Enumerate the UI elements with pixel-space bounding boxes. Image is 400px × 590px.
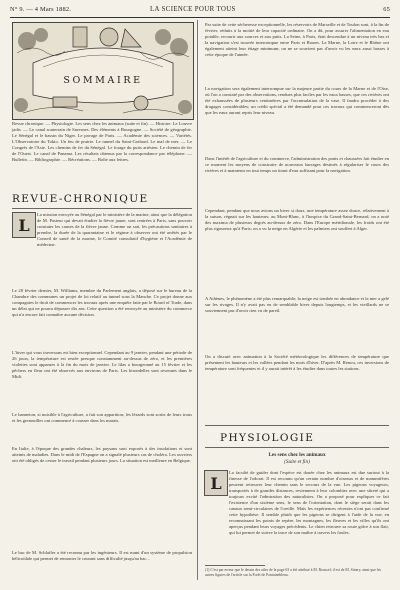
right-paragraph-3: Dans l'intérêt de l'agriculture et du commerce, l'administration des ponts et chaussées fait étudier en ce moment les moyens de construire de nouveaux barrages destinés à régulariser le cours des rivières et à maintenir en tout temps un tirant d'eau suffisant pour la navigation. bbox=[205, 156, 389, 173]
footnote: (1) C'est par erreur que le dessin des ailes de la page 63 a été attribué à M. Roussel; il est de M. Sinery, ainsi que les autres figures de l'article sur la Forêt de Fontainebleau. bbox=[205, 568, 381, 577]
sommaire-title: SOMMAIRE bbox=[63, 75, 143, 86]
revue-paragraph-6: Le bac de M. Schlaffer a été reconnu par les ingénieurs. Il est muni d'un système de propulsion hélicoïdale qui permet de remonter le courant sans difficulté jusqu'au bac... bbox=[12, 550, 192, 561]
physiologie-rule-bottom bbox=[205, 447, 389, 449]
dropcap-physiologie: L bbox=[204, 470, 228, 496]
right-paragraph-4: Cependant, pendant que nous avions un hiver si doux, une température assez douce, relativement à la saison, régnait sur les hauteurs; au Mont-Blanc, à l'hospice du Grand-Saint-Bernard, on a noté des maxima de plusieurs degrés au-dessus de zéro. Dans l'Europe méridionale, les froids ont été plus rigoureux qu'à Paris; on a vu la neige en Algérie et les palmiers ont souffert à Alger. bbox=[205, 208, 389, 231]
physiologie-subtitle: Les sens chez les animaux bbox=[268, 452, 326, 458]
right-paragraph-5: A Athènes, le phénomène a été plus remarquable; la neige est tombée en abondance et la mer a gelé sur les rivages. Il n'y avait pas eu de semblable hiver depuis longtemps, et les vieillards ne se souviennent pas d'avoir rien vu de pareil. bbox=[205, 296, 389, 313]
physiologie-text: La faculté de guider dont l'espèce est douée chez les animaux est due surtout à la finesse de l'odorat. Il est reconnu qu'un certain nombre d'oiseaux et de mammifères peuvent retrouver leur chemin sans le secours de la vue. Les pigeons voyageurs, transportés à de grandes distances, reviennent à leur colombier avec une sûreté qui a toujours excité l'admiration des naturalistes. On a proposé pour expliquer ce fait l'existence d'un sixième sens, le sens de l'orientation, dont le siège serait dans les canaux semi-circulaires de l'oreille. Mais les expériences récentes n'ont pas confirmé cette hypothèse. Il semble plutôt que les pigeons se dirigent à l'aide de la vue, en reconnaissant les points de repère, les montagnes, les fleuves et les villes qu'ils ont aperçus pendant leurs voyages précédents. Le chien retrouve sa route grâce à son flair, qui lui permet de suivre la trace de son maître à travers les foules. bbox=[229, 470, 389, 535]
physiologie-heading: PHYSIOLOGIE bbox=[220, 432, 315, 444]
issue-number: N° 9. — 4 Mars 1882. bbox=[10, 6, 72, 13]
header-rule bbox=[10, 17, 390, 18]
journal-title: LA SCIENCE POUR TOUS bbox=[150, 6, 236, 13]
revue-paragraph-4: Le hanneton, si nuisible à l'agriculture, a fait son apparition; les lézards sont sortis de leurs trous et les grenouilles ont commencé à coasser dans les marais. bbox=[12, 412, 192, 423]
page-number: 65 bbox=[383, 6, 390, 13]
sommaire-illustration bbox=[12, 22, 194, 120]
right-paragraph-6: On a discuté avec animation à la Société météorologique les différences de température que présentent les hauteurs et les vallées pendant les mois d'hiver. D'après M. Renou, ces inversions de température sont fréquentes et il y aurait intérêt à les étudier dans toutes les stations. bbox=[205, 354, 389, 371]
right-paragraph-2: La navigation sera également interrompue sur la majeure partie du cours de la Marne et de l'Oise, où l'on a constaté par des observations, rendues plus faciles par les eaux basses, que ces rivières ont été exhaussées de plusieurs centimètres par l'accumulation de la vase. Il faudra procéder à des dragages considérables; un crédit spécial a été demandé pour ces travaux qui commenceront dès que les eaux auront repris leur niveau. bbox=[205, 86, 389, 115]
right-paragraph-1: Par suite de cette sécheresse exceptionnelle, les réservoirs de Marseille et de Toulon sont, à la fin de février, réduits à la moitié de leur capacité ordinaire. On a dû, pour assurer l'alimentation en eau potable, recourir aux sources et aux puits. La Seine, à Paris, était descendue à un niveau très bas et la navigation s'est trouvée interrompue entre Paris et Rouen. La Marne, la Loire et le Rhône ont également atteint leur étiage minimum; on ne se souvient pas d'avoir vu les eaux aussi basses à cette époque de l'année. bbox=[205, 22, 389, 57]
ornament-illustration-icon bbox=[13, 23, 193, 119]
revue-paragraph-2: Le 28 février dernier, M. Williams, membre du Parlement anglais, a déposé sur le bureau de la Chambre des communes un projet de loi relatif au tunnel sous la Manche. Ce projet donne aux compagnies le droit de commencer les travaux après une enquête faite par le Board of Trade, dans un délai qui ne pourra dépasser dix ans. Cette question a été renvoyée au ministère du commerce qui n'a encore fait connaître aucune décision. bbox=[12, 288, 192, 317]
revue-paragraph-5: En Italie, à l'époque des grandes chaleurs, les paysans sont exposés à des insolations et sont atteints de maladies. Dans le midi de l'Espagne on a signalé plusieurs cas de choléra. Les ouvriers ont été obligés de cesser le travail pendant plusieurs jours. La situation est meilleure en Belgique. bbox=[12, 446, 192, 463]
heading-divider bbox=[12, 208, 192, 210]
footnote-rule bbox=[205, 565, 265, 566]
physiologie-subtitle-suite: (Suite et fin) bbox=[284, 459, 310, 465]
revue-paragraph-3: L'hiver qui vous traversons est bien exceptionnel. Cependant au 9 janvier, pendant une période de 26 jours, la température est restée presque constamment au-dessus de zéro, et les premières violettes sont apparues à la fin du mois de janvier. Le lilas a bourgeonné au 15 février et les pêchers en fleur ont été observés aux environs de Paris. Les hirondelles sont revenues dans le Midi. bbox=[12, 350, 192, 379]
revue-paragraph-1a: La mission envoyée au Sénégal par le ministère de la marine, ainsi que la délégation de M. Pasteur qui devait étudier la fièvre jaune, sont rentrées à Paris, sans pouvoir constater les causes de la fièvre jaune. Comme on sait, les précautions sanitaires à prendre, la durée de la quarantaine et le régime à observer ont été arrêtés par le Conseil de santé de la marine, le Comité consultatif d'hygiène et l'Académie de médecine. bbox=[37, 212, 192, 247]
dropcap-revue: L bbox=[12, 212, 36, 238]
physiologie-rule-top bbox=[205, 425, 389, 427]
sommaire-contents: Revue chronique. — Physiologie. Les sens chez les animaux (suite et fin). — Histoire. Le Louvre jadis. — Le canal souterrain de Suresnes. Des éléments à Bourgogne. — Société de géographie. Le Sénégal et le bassin du Niger. Le pavage de Paris. — Académie des sciences. — Variétés. L'Observatoire du Tokio. Un feu de prairie. Le tunnel du Saint-Gothard. Le mal de mer. — Le Congrès de l'Asie. Les chemins de fer du Sénégal. Le forage du puits artésien. Le chemin de fer de l'Ouest. Le canal de Panama. Les résultats obtenus par la correspondance par téléphone. — Bulletin. — Bibliographie. — Récréations. — Boîte aux lettres. bbox=[12, 121, 192, 162]
column-separator bbox=[197, 20, 198, 580]
revue-chronique-heading: REVUE-CHRONIQUE bbox=[12, 193, 149, 205]
